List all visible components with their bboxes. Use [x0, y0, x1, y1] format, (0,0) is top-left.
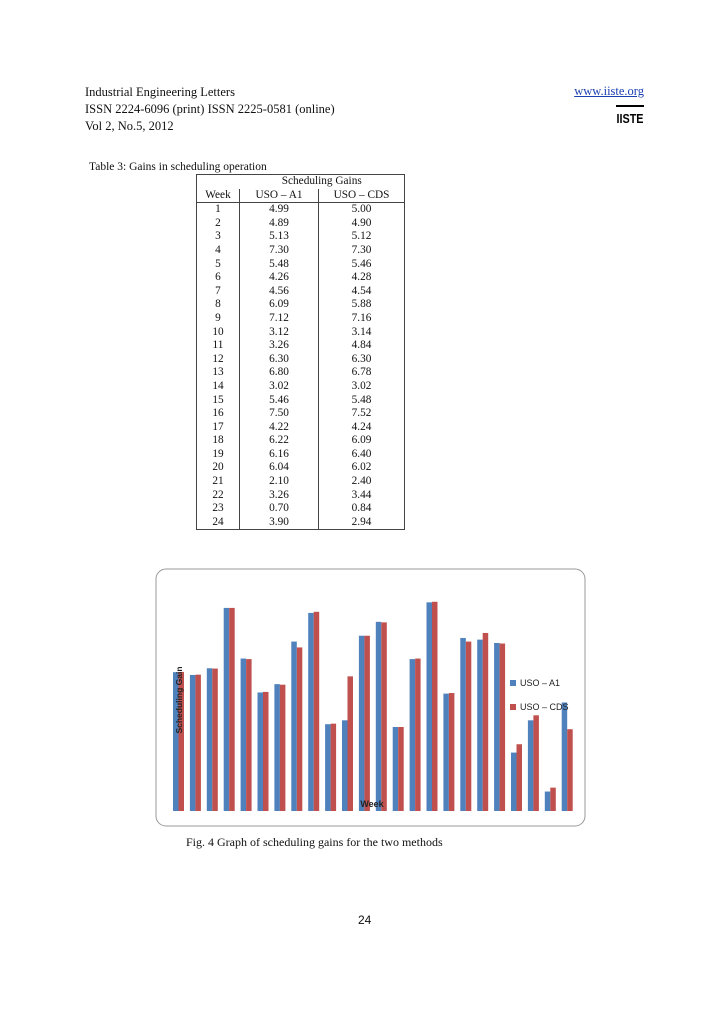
group-header: Scheduling Gains [240, 175, 405, 189]
cell-a1: 3.12 [240, 326, 319, 340]
bar-week-22-series-1 [528, 720, 534, 811]
bar-week-18-series-1 [460, 638, 466, 811]
cell-week: 4 [197, 244, 240, 258]
table-row [197, 244, 405, 258]
cell-a1: 0.70 [240, 502, 319, 516]
cell-week: 20 [197, 461, 240, 475]
bar-week-14-series-1 [393, 727, 399, 811]
cell-a1: 5.46 [240, 394, 319, 408]
cell-a1: 6.09 [240, 298, 319, 312]
col-header-cds: USO – CDS [319, 189, 405, 203]
cell-a1: 6.30 [240, 353, 319, 367]
cell-cds: 5.00 [319, 203, 405, 217]
bar-week-17-series-1 [443, 694, 449, 811]
cell-week: 14 [197, 380, 240, 394]
cell-cds: 6.30 [319, 353, 405, 367]
cell-a1: 3.26 [240, 489, 319, 503]
bar-week-15-series-2 [415, 659, 421, 811]
journal-header [85, 84, 335, 135]
cell-cds: 6.02 [319, 461, 405, 475]
scheduling-gains-chart [155, 568, 587, 830]
cell-week: 11 [197, 339, 240, 353]
cell-week: 18 [197, 434, 240, 448]
bar-week-11-series-1 [342, 720, 348, 811]
bar-week-3-series-2 [212, 669, 218, 811]
table-row [197, 353, 405, 367]
table-row [197, 203, 405, 217]
table-row [197, 258, 405, 272]
cell-week: 23 [197, 502, 240, 516]
bar-week-8-series-2 [297, 647, 303, 811]
cell-a1: 4.22 [240, 421, 319, 435]
table-row [197, 312, 405, 326]
cell-cds: 5.12 [319, 230, 405, 244]
bar-week-20-series-1 [494, 643, 500, 811]
bar-week-21-series-1 [511, 753, 517, 811]
page-number: 24 [358, 913, 372, 927]
table-row [197, 217, 405, 231]
cell-cds: 2.94 [319, 516, 405, 530]
bar-week-3-series-1 [207, 668, 213, 811]
cell-a1: 4.89 [240, 217, 319, 231]
y-axis-label: Scheduling Gain [174, 666, 184, 734]
bar-week-18-series-2 [466, 642, 472, 811]
cell-a1: 3.26 [240, 339, 319, 353]
table-row [197, 461, 405, 475]
bar-week-16-series-2 [432, 602, 438, 811]
bar-week-19-series-2 [483, 633, 489, 811]
table-row [197, 407, 405, 421]
cell-week: 7 [197, 285, 240, 299]
cell-week: 6 [197, 271, 240, 285]
journal-title: Industrial Engineering Letters [85, 85, 235, 99]
cell-cds: 3.02 [319, 380, 405, 394]
bar-week-24-series-2 [567, 729, 573, 811]
x-axis-label: Week [360, 799, 384, 809]
cell-cds: 5.46 [319, 258, 405, 272]
cell-cds: 7.16 [319, 312, 405, 326]
journal-volume: Vol 2, No.5, 2012 [85, 119, 174, 133]
legend-swatch-1 [510, 680, 516, 686]
table-row [197, 230, 405, 244]
cell-cds: 4.54 [319, 285, 405, 299]
iiste-logo [616, 103, 644, 125]
legend-label-1: USO – A1 [520, 678, 561, 688]
cell-week: 22 [197, 489, 240, 503]
table-row [197, 434, 405, 448]
cell-cds: 3.14 [319, 326, 405, 340]
cell-week: 8 [197, 298, 240, 312]
cell-week: 5 [197, 258, 240, 272]
cell-a1: 5.48 [240, 258, 319, 272]
journal-issn: ISSN 2224-6096 (print) ISSN 2225-0581 (online) [85, 102, 335, 116]
cell-a1: 6.80 [240, 366, 319, 380]
table-row [197, 475, 405, 489]
cell-cds: 6.09 [319, 434, 405, 448]
figure-caption: Fig. 4 Graph of scheduling gains for the two methods [186, 835, 443, 849]
bar-week-6-series-2 [263, 692, 269, 811]
bar-week-16-series-1 [427, 602, 433, 811]
table-row [197, 366, 405, 380]
bar-week-23-series-1 [545, 792, 551, 811]
cell-cds: 3.44 [319, 489, 405, 503]
bar-week-19-series-1 [477, 640, 483, 811]
table-row [197, 339, 405, 353]
bar-week-17-series-2 [449, 693, 455, 811]
bar-week-21-series-2 [517, 744, 523, 811]
bar-week-12-series-1 [359, 636, 365, 811]
table-row [197, 502, 405, 516]
cell-cds: 0.84 [319, 502, 405, 516]
cell-cds: 7.52 [319, 407, 405, 421]
cell-week: 1 [197, 203, 240, 217]
cell-a1: 4.99 [240, 203, 319, 217]
cell-a1: 6.04 [240, 461, 319, 475]
bar-week-15-series-1 [410, 659, 416, 811]
cell-week: 21 [197, 475, 240, 489]
cell-cds: 7.30 [319, 244, 405, 258]
bar-week-20-series-2 [500, 644, 506, 811]
cell-week: 16 [197, 407, 240, 421]
table-row [197, 298, 405, 312]
cell-a1: 3.02 [240, 380, 319, 394]
cell-a1: 7.12 [240, 312, 319, 326]
cell-cds: 6.40 [319, 448, 405, 462]
bar-week-2-series-2 [195, 675, 201, 811]
cell-week: 19 [197, 448, 240, 462]
journal-url-link[interactable]: www.iiste.org [574, 84, 644, 98]
table-row [197, 326, 405, 340]
bar-week-13-series-1 [376, 622, 382, 811]
bar-week-4-series-2 [229, 608, 235, 811]
bar-week-9-series-2 [314, 612, 320, 811]
cell-week: 9 [197, 312, 240, 326]
cell-week: 12 [197, 353, 240, 367]
cell-week: 13 [197, 366, 240, 380]
cell-week: 17 [197, 421, 240, 435]
cell-a1: 7.50 [240, 407, 319, 421]
cell-a1: 5.13 [240, 230, 319, 244]
cell-a1: 4.26 [240, 271, 319, 285]
col-header-a1: USO – A1 [240, 189, 319, 203]
cell-cds: 4.28 [319, 271, 405, 285]
cell-cds: 5.48 [319, 394, 405, 408]
legend-label-2: USO – CDS [520, 702, 569, 712]
cell-cds: 2.40 [319, 475, 405, 489]
bar-week-23-series-2 [550, 788, 556, 811]
table-row [197, 380, 405, 394]
table-row [197, 516, 405, 530]
cell-week: 15 [197, 394, 240, 408]
bar-week-14-series-2 [398, 727, 404, 811]
cell-cds: 4.24 [319, 421, 405, 435]
cell-a1: 4.56 [240, 285, 319, 299]
bar-week-10-series-2 [331, 724, 337, 811]
table-row [197, 271, 405, 285]
bar-week-11-series-2 [348, 676, 354, 811]
cell-cds: 4.84 [319, 339, 405, 353]
cell-week: 3 [197, 230, 240, 244]
cell-a1: 6.22 [240, 434, 319, 448]
table-row [197, 489, 405, 503]
bar-week-12-series-2 [364, 636, 370, 811]
bar-week-5-series-1 [241, 659, 247, 811]
bar-week-7-series-1 [274, 684, 280, 811]
table-caption: Table 3: Gains in scheduling operation [89, 161, 267, 173]
bar-week-10-series-1 [325, 724, 331, 811]
cell-cds: 5.88 [319, 298, 405, 312]
bar-week-8-series-1 [291, 642, 297, 811]
cell-a1: 2.10 [240, 475, 319, 489]
bar-week-9-series-1 [308, 613, 314, 811]
bar-week-22-series-2 [533, 715, 539, 811]
bar-week-5-series-2 [246, 659, 252, 811]
cell-a1: 6.16 [240, 448, 319, 462]
gains-table [196, 174, 405, 530]
bar-week-24-series-1 [562, 703, 568, 812]
bar-week-13-series-2 [381, 622, 387, 811]
cell-cds: 4.90 [319, 217, 405, 231]
cell-a1: 7.30 [240, 244, 319, 258]
cell-week: 10 [197, 326, 240, 340]
col-header-week: Week [197, 189, 240, 203]
bar-week-2-series-1 [190, 675, 196, 811]
table-row [197, 285, 405, 299]
cell-week: 24 [197, 516, 240, 530]
cell-week: 2 [197, 217, 240, 231]
legend-swatch-2 [510, 704, 516, 710]
bar-week-4-series-1 [224, 608, 230, 811]
table-row [197, 394, 405, 408]
table-row [197, 448, 405, 462]
cell-cds: 6.78 [319, 366, 405, 380]
bar-week-7-series-2 [280, 685, 286, 811]
logo-text: IISTE [616, 111, 644, 126]
cell-a1: 3.90 [240, 516, 319, 530]
table-row [197, 421, 405, 435]
bar-week-6-series-1 [258, 692, 264, 811]
